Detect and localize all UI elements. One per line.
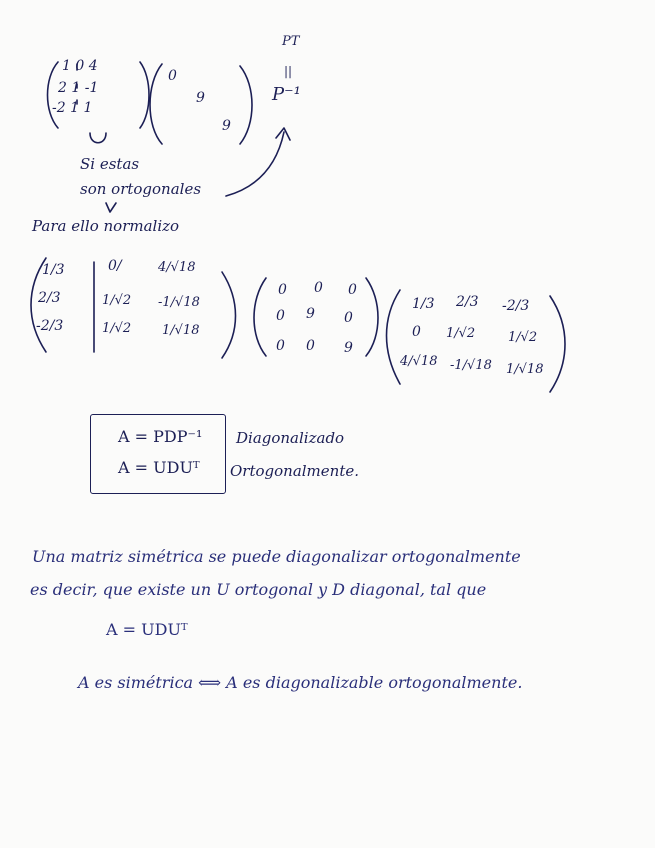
formula-box (90, 414, 226, 494)
note-diagonalizado: Diagonalizado (236, 429, 345, 447)
label-p-inverse: P⁻¹ (272, 84, 301, 105)
ut-r3-c3: 1/√18 (506, 362, 544, 377)
note-son-ortogonales: son ortogonales (80, 180, 202, 198)
d-entry-2: 9 (196, 90, 205, 106)
u-r2-c3: -1/√18 (158, 295, 200, 310)
paren-left-p (48, 62, 59, 128)
label-equals: || (284, 64, 293, 78)
u-r1-c3: 4/√18 (158, 260, 196, 275)
p-row-3: -2 1 1 (52, 100, 93, 116)
paren-right-u (222, 272, 236, 358)
paren-right-d (240, 66, 252, 144)
paren-right-d2 (366, 278, 378, 356)
u-r1-c1: 1/3 (42, 262, 65, 278)
curved-arrow (226, 132, 284, 196)
paragraph-formula: A = UDUᵀ (106, 620, 188, 639)
d-entry-3: 9 (222, 118, 231, 134)
u-r3-c2: 1/√2 (102, 321, 132, 336)
d2-r2-c1: 0 (276, 308, 285, 324)
ut-r2-c1: 0 (412, 324, 421, 340)
paragraph-line-1: Una matriz simétrica se puede diagonalizar ortogonalmente (32, 547, 521, 566)
label-pt: PT (282, 34, 300, 49)
d2-r3-c1: 0 (276, 338, 285, 354)
paren-right-p (140, 62, 149, 128)
d2-r1-c2: 0 (314, 280, 323, 296)
p-row-1: 1 0 4 (62, 58, 98, 74)
paragraph-line-2: es decir, que existe un U ortogonal y D diagonal, tal que (30, 580, 487, 599)
ut-r2-c3: 1/√2 (508, 330, 538, 345)
ut-r1-c2: 2/3 (456, 294, 479, 310)
note-normalizo: Para ello normalizo (32, 217, 180, 235)
ut-r2-c2: 1/√2 (446, 326, 476, 341)
u-r2-c2: 1/√2 (102, 293, 132, 308)
formula-pdp: A = PDP⁻¹ (118, 427, 203, 446)
d2-r3-c2: 0 (306, 338, 315, 354)
cup-mark (90, 133, 106, 143)
p-row-2: 2 1 -1 (58, 80, 99, 96)
u-r1-c2: 0/ (108, 258, 122, 274)
d2-r1-c1: 0 (278, 282, 287, 298)
paren-right-ut (550, 296, 565, 392)
d-entry-1: 0 (168, 68, 177, 84)
ut-r1-c1: 1/3 (412, 296, 435, 312)
u-r2-c1: 2/3 (38, 290, 61, 306)
d2-r2-c2: 9 (306, 306, 315, 322)
u-r3-c3: 1/√18 (162, 323, 200, 338)
note-ortogonalmente: Ortogonalmente. (230, 462, 359, 480)
paren-left-ut (387, 290, 401, 384)
formula-udu: A = UDUᵀ (118, 458, 200, 477)
paren-left-d2 (254, 278, 266, 356)
d2-r2-c3: 0 (344, 310, 353, 326)
ut-r1-c3: -2/3 (502, 298, 530, 314)
paren-left-d (150, 64, 162, 144)
d2-r3-c3: 9 (344, 340, 353, 356)
ut-r3-c2: -1/√18 (450, 358, 492, 373)
ut-r3-c1: 4/√18 (400, 354, 438, 369)
d2-r1-c3: 0 (348, 282, 357, 298)
note-si-estas: Si estas (80, 155, 140, 173)
small-check (106, 203, 116, 212)
u-r3-c1: -2/3 (36, 318, 64, 334)
paragraph-line-3: A es simétrica ⟺ A es diagonalizable ortogonalmente. (78, 673, 523, 692)
